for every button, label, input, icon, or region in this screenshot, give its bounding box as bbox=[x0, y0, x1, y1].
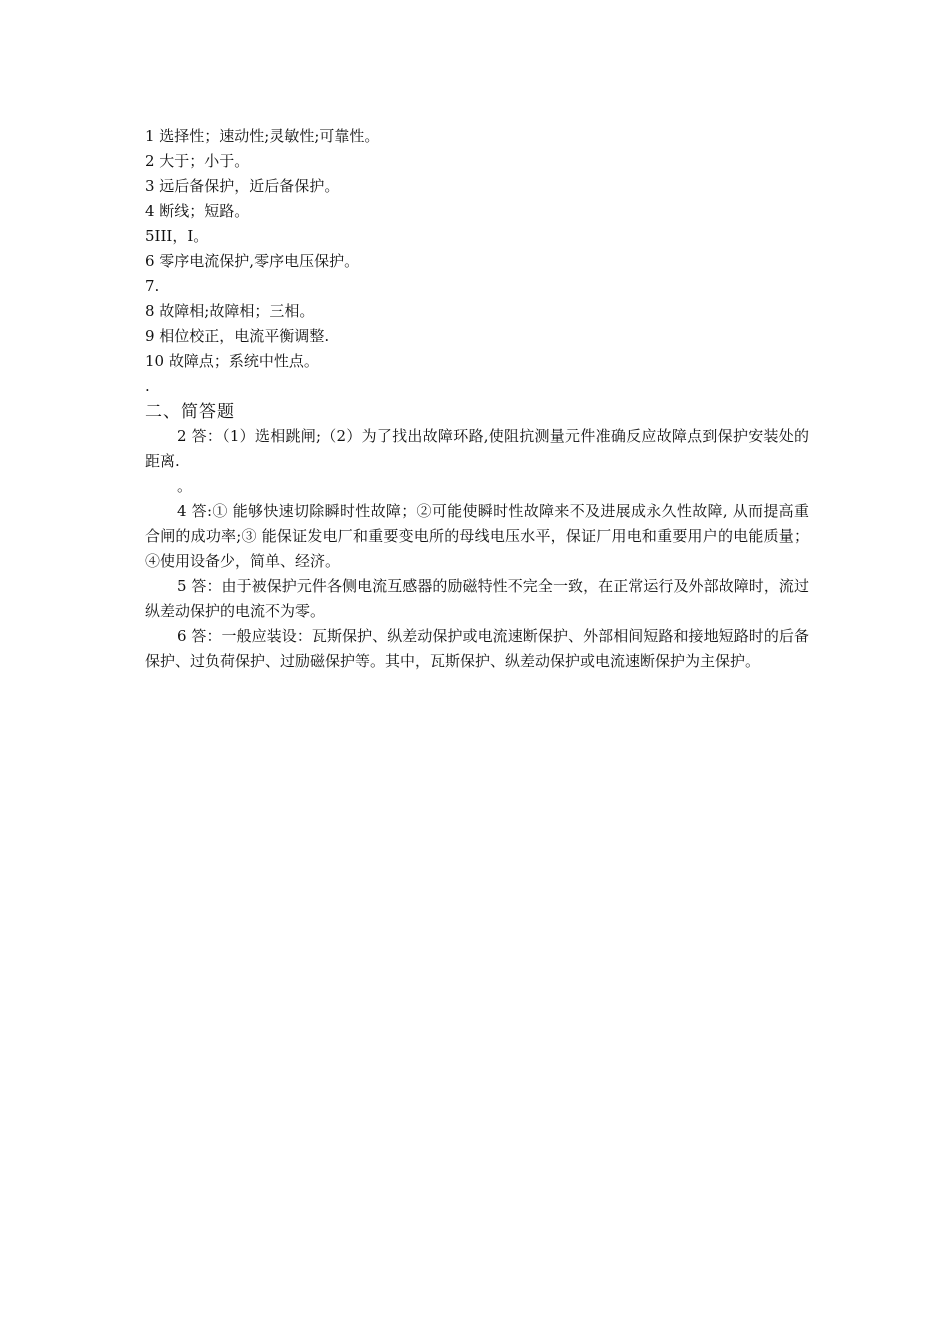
fill-answer-5: 5III，I。 bbox=[145, 227, 209, 245]
fill-answer-1: 1 选择性；速动性;灵敏性;可靠性。 bbox=[145, 127, 380, 145]
short-answers bbox=[145, 424, 809, 674]
short-answer-4: 4 答:① 能够快速切除瞬时性故障；②可能使瞬时性故障来不及进展成永久性故障, 从而提高重合闸的成功率;③ 能保证发电厂和重要变电所的母线电压水平，保证厂用电和重要用户的电能质量；④使用设备少，简单、经济。 bbox=[145, 502, 809, 570]
section-heading: 二、简答题 bbox=[145, 402, 235, 422]
fill-answer-dot: . bbox=[145, 377, 150, 395]
fill-answer-8: 8 故障相;故障相；三相。 bbox=[145, 302, 315, 320]
document-page bbox=[145, 124, 809, 674]
fill-answers-list bbox=[145, 124, 809, 399]
short-answer-2: 2 答：（1）选相跳闸;（2）为了找出故障环路,使阻抗测量元件准确反应故障点到保护安装处的距离. bbox=[145, 427, 809, 470]
fill-answer-2: 2 大于；小于。 bbox=[145, 152, 250, 170]
fill-answer-10: 10 故障点；系统中性点。 bbox=[145, 352, 319, 370]
short-answer-3: 。 bbox=[177, 477, 193, 495]
fill-answer-3: 3 远后备保护，近后备保护。 bbox=[145, 177, 340, 195]
short-answer-5: 5 答：由于被保护元件各侧电流互感器的励磁特性不完全一致，在正常运行及外部故障时，流过纵差动保护的电流不为零。 bbox=[145, 577, 809, 620]
fill-answer-6: 6 零序电流保护,零序电压保护。 bbox=[145, 252, 360, 270]
fill-answer-9: 9 相位校正，电流平衡调整. bbox=[145, 327, 330, 345]
fill-answer-4: 4 断线；短路。 bbox=[145, 202, 250, 220]
short-answer-6: 6 答：一般应装设：瓦斯保护、纵差动保护或电流速断保护、外部相间短路和接地短路时的后备保护、过负荷保护、过励磁保护等。其中，瓦斯保护、纵差动保护或电流速断保护为主保护。 bbox=[145, 627, 809, 670]
fill-answer-7: 7. bbox=[145, 277, 160, 295]
